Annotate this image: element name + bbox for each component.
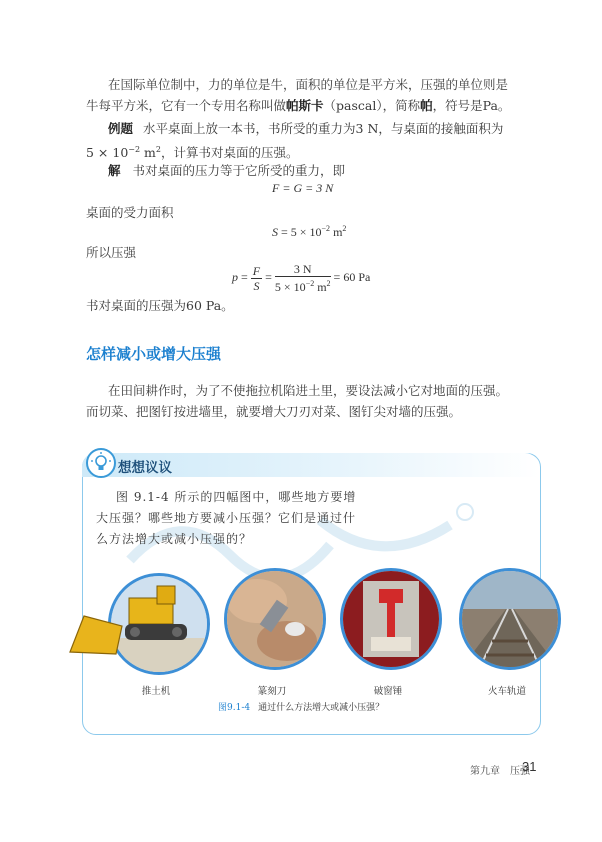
window-hammer-photo: [340, 568, 442, 670]
section-title: 怎样减小或增大压强: [86, 345, 222, 363]
fraction-values: $\frac{3 N}{5 \times 10^{-2} m^2}$: [274, 262, 331, 294]
railway-tracks-photo: [459, 568, 561, 670]
caption-railway-tracks: 火车轨道: [487, 686, 526, 697]
section-para-line-2: 而切菜、把图钉按进墙里，就要增大刀刃对菜、图钉尖对墙的压强。: [86, 404, 462, 419]
pascal-term: 帕斯卡: [286, 98, 324, 113]
figure-caption: [218, 700, 384, 713]
question-line-3: 么方法增大或减小压强的？: [96, 532, 253, 546]
question-line-1: 图 9.1-4 所示的四幅图中，哪些地方要增: [116, 490, 357, 504]
lightbulb-icon: [86, 448, 116, 478]
figure-number: 图9.1-4: [218, 703, 251, 713]
solution-conclusion: 书对桌面的压强为60 Pa。: [86, 298, 234, 313]
caption-window-hammer: 破窗锤: [373, 686, 403, 697]
bulldozer-blade-icon: [66, 612, 126, 656]
solution-line-1: 解 书对桌面的压力等于它所受的重力，即: [108, 163, 346, 178]
solution-area-label: 桌面的受力面积: [86, 205, 174, 220]
equation-area: $S = 5 \times 10^{-2}$ $m^2$: [272, 224, 347, 239]
equation-pressure: p = $\frac{F}{S}$ = $\frac{3 N}{5 \times 10^{-2} m^2}$ = 60 Pa: [232, 262, 371, 294]
caption-carving-knife: 篆刻刀: [257, 686, 287, 697]
discussion-title: 想想议议: [118, 460, 172, 476]
chapter-footer: 第九章 压强: [470, 766, 530, 777]
solution-pressure-label: 所以压强: [86, 245, 137, 260]
example-line-1: 例题 水平桌面上放一本书，书所受的重力为3 N，与桌面的接触面积为: [108, 121, 504, 136]
question-line-2: 大压强？哪些地方要减小压强？它们是通过什: [96, 511, 357, 525]
figure-caption-text: 通过什么方法增大或减小压强？: [258, 703, 385, 713]
pa-term: 帕: [420, 98, 433, 113]
example-label: 例题: [108, 121, 134, 136]
page-number: 31: [522, 759, 537, 774]
section-para-line-1: 在田间耕作时，为了不使拖拉机陷进土里，要设法减小它对地面的压强。: [108, 383, 509, 398]
carving-knife-photo: [224, 568, 326, 670]
fraction-f-over-s: $\frac{F}{S}$: [252, 263, 261, 293]
example-line-2: $5 \times 10^{-2}$ $m^2$，计算书对桌面的压强。: [86, 145, 299, 161]
equation-force: F = G = 3 N: [272, 181, 334, 195]
intro-line-2: 牛每平方米，它有一个专用名称叫做帕斯卡（pascal），简称帕，符号是Pa。: [86, 98, 511, 113]
intro-line-1: 在国际单位制中，力的单位是牛，面积的单位是平方米，压强的单位则是: [108, 77, 509, 92]
solution-label: 解: [108, 163, 121, 178]
caption-bulldozer: 推土机: [141, 686, 171, 697]
